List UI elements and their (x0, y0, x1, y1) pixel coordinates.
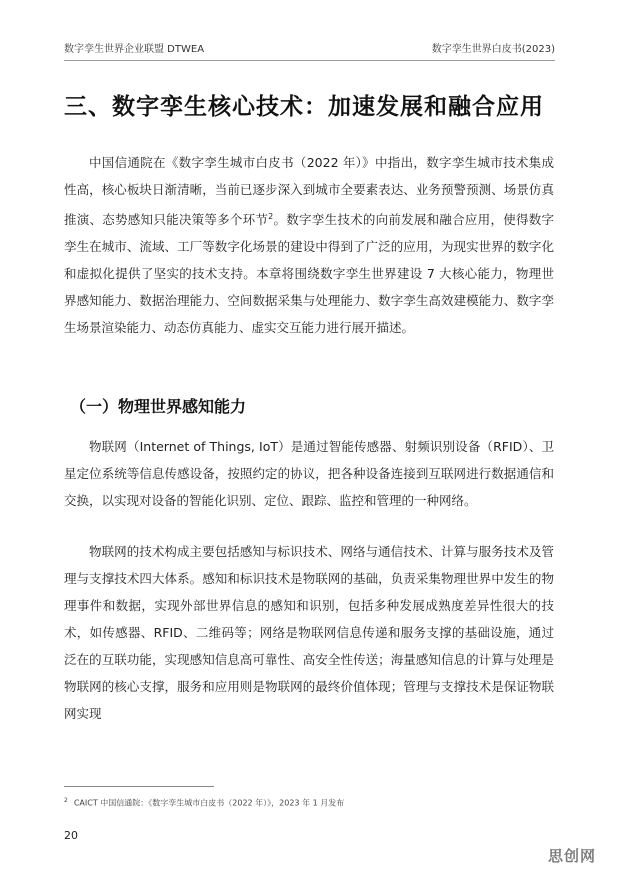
paragraph-iot-tech: 物联网的技术构成主要包括感知与标识技术、网络与通信技术、计算与服务技术及管理与支撑技术四大体系。感知和标识技术是物联网的基础，负责采集物理世界中发生的物理事件和数据，实现外部世界信息的感知和识别，包括多种发展成熟度差异性很大的技术，如传感器、RFID、二维码等；网络是物联网信息传递和服务支撑的基础设施，通过泛在的互联功能，实现感知信息高可靠性、高安全性传送；海量感知信息的计算与处理是物联网的核心支撑，服务和应用则是物联网的最终价值体现；管理与支撑技术是保证物联网实现 (64, 544, 554, 721)
footnote-number: 2 (64, 797, 68, 804)
watermark-logo: 思创网 (548, 847, 597, 865)
paragraph-iot-definition: 物联网（Internet of Things, IoT）是通过智能传感器、射频识别设备（RFID）、卫星定位系统等信息传感设备，按照约定的协议，把各种设备连接到互联网进行数据通信和交换，以实现对设备的智能化识别、定位、跟踪、监控和管理的一种网络。 (64, 439, 554, 508)
header-left: 数字孪生世界企业联盟 DTWEA (64, 44, 205, 55)
footnote-text: CAICT 中国信通院：《数字孪生城市白皮书（2022 年）》，2023 年 1 月发布 (73, 798, 345, 808)
paragraph-intro (64, 149, 554, 341)
footnote-reference[interactable]: 2 (268, 212, 274, 221)
running-header (64, 40, 555, 61)
footnote (64, 797, 344, 809)
header-right: 数字孪生世界白皮书(2023) (431, 44, 555, 55)
paragraph-intro-part2: 。数字孪生技术的向前发展和融合应用，使得数字孪生在城市、流域、工厂等数字化场景的建设中得到了广泛的应用，为现实世界的数字化和虚拟化提供了坚实的技术支持。本章将围绕数字孪生世界建设 7 大核心能力，物理世界感知能力、数据治理能力、空间数据采集与处理能力、数字孪生高效建模能力、数字孪生场景渲染能力、动态仿真能力、虚实交互能力进行展开描述。 (64, 212, 554, 336)
paragraph-intro-part1: 中国信通院在《数字孪生城市白皮书（2022 年）》中指出，数字孪生城市技术集成性高，核心板块日渐清晰，当前已逐步深入到城市全要素表达、业务预警预测、场景仿真推演、态势感知只能决策等多个环节 (64, 155, 554, 228)
subsection-title: （一）物理世界感知能力 (70, 397, 247, 416)
footnote-divider (64, 786, 214, 787)
section-title: 三、数字孪生核心技术：加速发展和融合应用 (64, 94, 544, 120)
page-number: 20 (64, 829, 78, 842)
